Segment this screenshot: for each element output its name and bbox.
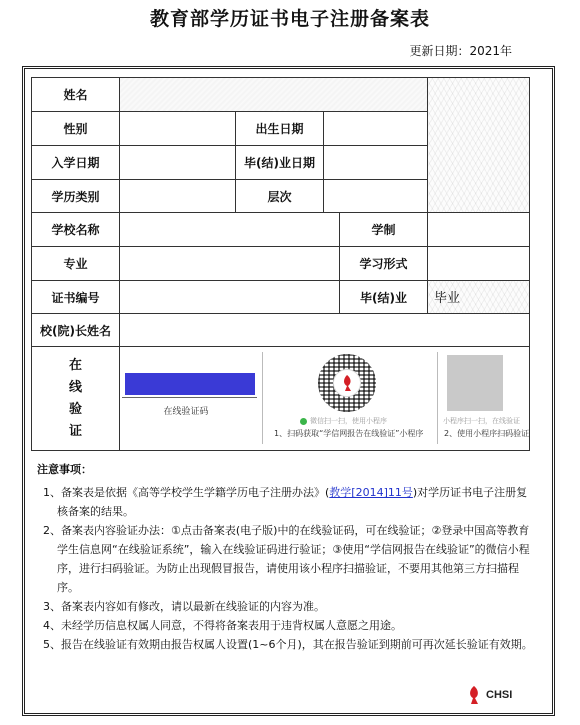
scan-hint: 小程序扫一扫，在线验证 [443,417,520,425]
note-1 [37,483,537,521]
note-3: 3、备案表内容如有修改，请以最新在线验证的内容为准。 [43,600,325,613]
verify-label-char: 线 [68,379,82,395]
label-gender: 性别 [31,112,120,146]
label-level: 层次 [236,180,324,213]
update-date: 更新日期：2021年 [409,44,512,58]
note-2: 2、备案表内容验证办法：①点击备案表(电子版)中的在线验证码，可在线验证；②登录中国高等教育学生信息网“在线验证系统”，输入在线验证码进行验证；③使用“学信网报告在线验证”的微信小程序，进行扫码验证。为防止出现假冒报告，请使用该小程序扫描验证，不要用其他第三方扫描程序。 [43,524,530,594]
note-4: 4、未经学历信息权属人同意，不得将备案表用于违背权属人意愿之用途。 [43,619,402,632]
value-edu-type [120,180,236,213]
policy-doc-link[interactable]: 教学[2014]11号 [329,486,413,499]
verify-step-2: 2、使用小程序扫码验证 [444,429,530,438]
note-5: 5、报告在线验证有效期由报告权属人设置(1~6个月)，其在报告验证到期前可再次延长验证有效期。 [43,638,533,651]
label-edu-type: 学历类别 [31,180,120,213]
value-enroll-date [120,146,236,180]
verify-label-char: 在 [68,357,82,373]
label-grad-date: 毕(结)业日期 [236,146,324,180]
chsi-logo [466,685,512,705]
value-level [324,180,428,213]
mini-program-hint-text: 微信扫一扫，使用小程序 [310,417,387,425]
label-birth-date: 出生日期 [236,112,324,146]
chsi-logo-text: CHSI [486,689,513,701]
chsi-bird-icon [466,685,482,705]
label-study-form: 学习形式 [340,247,428,281]
wechat-icon [300,418,307,425]
notes-section [37,460,537,654]
value-duration [428,213,530,247]
label-enroll-date: 入学日期 [31,146,120,180]
verify-code-link[interactable] [125,373,255,395]
verify-code-underline [122,397,257,398]
verify-label-char: 验 [68,401,82,417]
photo-area [428,77,530,213]
verify-code-caption: 在线验证码 [163,407,209,417]
value-school [120,213,340,247]
value-gender [120,112,236,146]
verify-divider-right [437,352,438,444]
verify-label-char: 证 [68,423,82,439]
label-cert-no: 证书编号 [31,281,120,314]
verify-step-1: 1、扫码获取“学信网报告在线验证”小程序 [274,429,424,438]
chsi-logo-icon [333,369,361,397]
value-president [120,314,530,347]
page-title: 教育部学历证书电子注册备案表 [149,8,430,30]
label-school: 学校名称 [31,213,120,247]
label-online-verify [31,347,120,451]
value-major [120,247,340,281]
value-grad-status: 毕业 [428,281,530,314]
label-president: 校(院)长姓名 [31,314,120,347]
verify-divider-left [262,352,263,444]
mini-program-hint [300,416,387,426]
note-1-text-b: )对学历证书电子注册复核备案的结果。 [57,486,528,518]
value-grad-date [324,146,428,180]
verify-qr-placeholder[interactable] [447,355,503,411]
label-name: 姓名 [31,77,120,112]
label-grad-status: 毕(结)业 [340,281,428,314]
note-1-text-a: 1、备案表是依据《高等学校学生学籍学历电子注册办法》( [43,486,330,499]
label-duration: 学制 [340,213,428,247]
value-cert-no [120,281,340,314]
notes-title: 注意事项： [37,463,92,476]
value-study-form [428,247,530,281]
label-major: 专业 [31,247,120,281]
value-name [120,77,428,112]
value-birth-date [324,112,428,146]
